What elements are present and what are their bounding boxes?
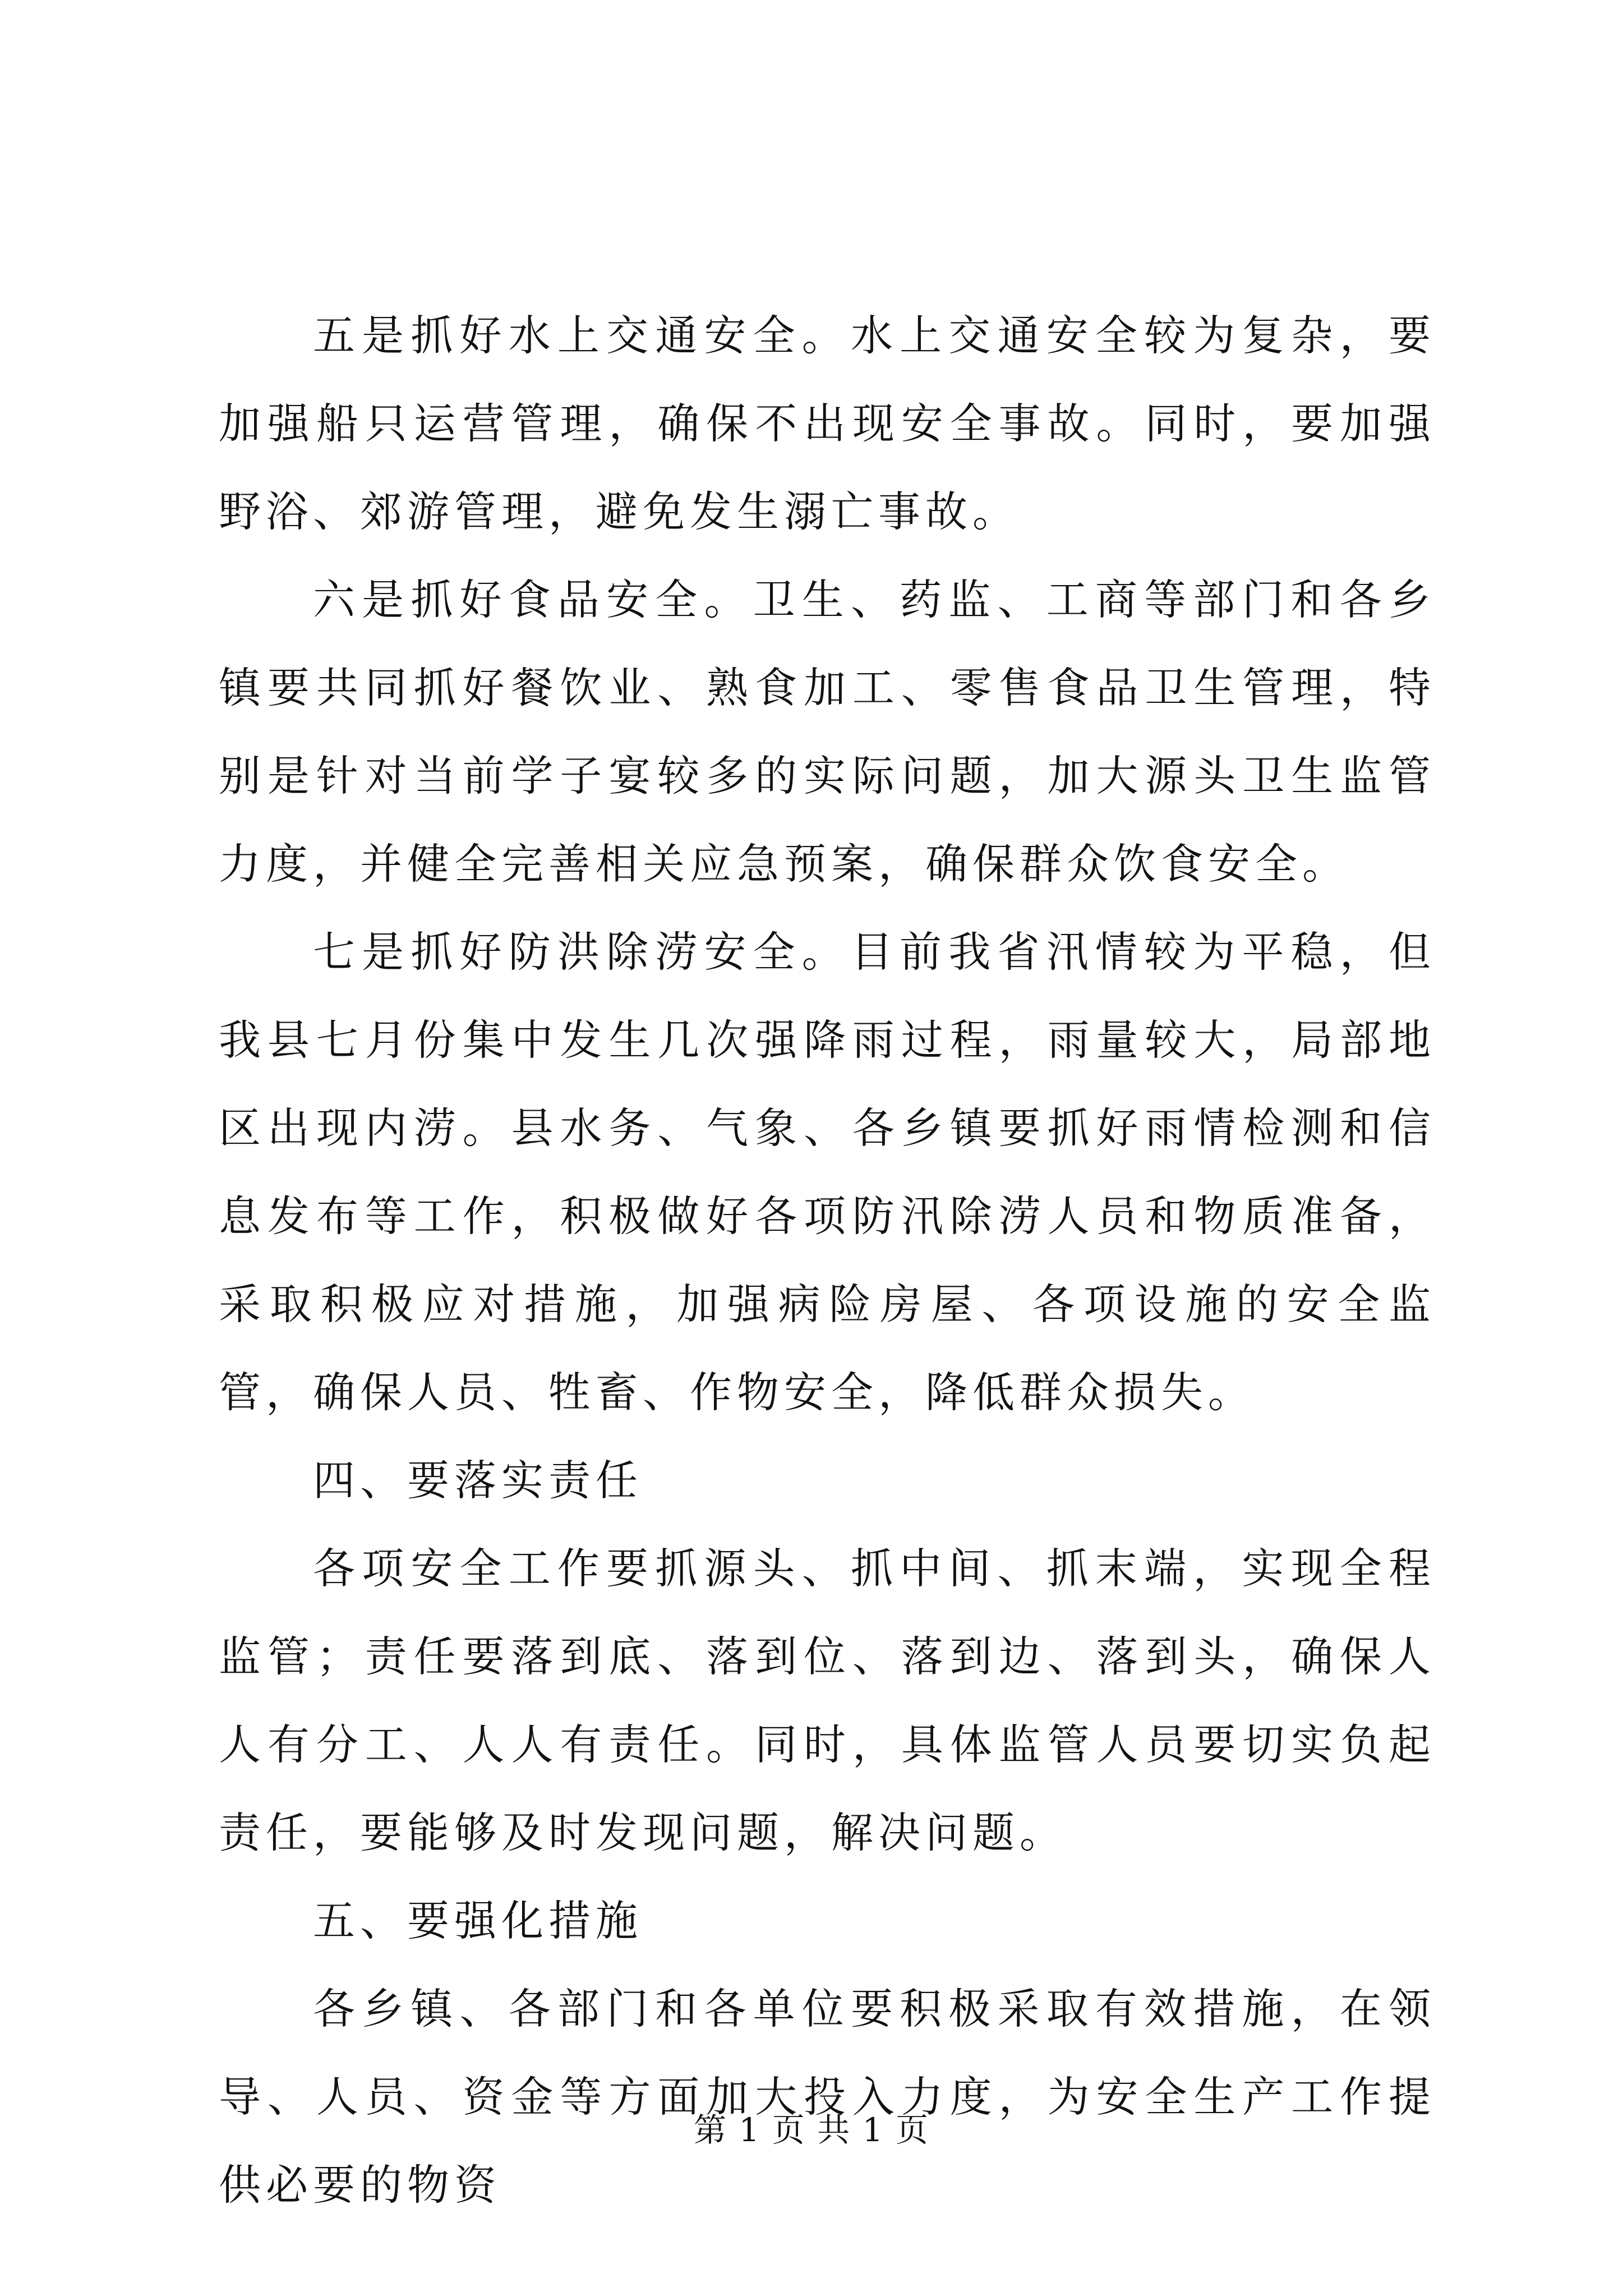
paragraph-water-traffic-safety: 五是抓好水上交通安全。水上交通安全较为复杂，要加强船只运营管理，确保不出现安全事故。同时，要加强野浴、郊游管理，避免发生溺亡事故。 (219, 311, 1436, 536)
section-heading-measures: 五、要强化措施 (313, 1896, 643, 1945)
section-heading-responsibility: 四、要落实责任 (313, 1456, 643, 1505)
document-body (219, 292, 1436, 2229)
paragraph-food-safety: 六是抓好食品安全。卫生、药监、工商等部门和各乡镇要共同抓好餐饮业、熟食加工、零售食品卫生管理，特别是针对当前学子宴较多的实际问题，加大源头卫生监管力度，并健全完善相关应急预案，确保群众饮食安全。 (219, 575, 1436, 889)
paragraph-measures: 各乡镇、各部门和各单位要积极采取有效措施，在领导、人员、资金等方面加大投入力度，为安全生产工作提供必要的物资 (219, 1984, 1436, 2210)
page-number-footer: 第 1 页 共 1 页 (694, 2111, 929, 2149)
paragraph-flood-control-safety: 七是抓好防洪除涝安全。目前我省汛情较为平稳，但我县七月份集中发生几次强降雨过程，雨量较大，局部地区出现内涝。县水务、气象、各乡镇要抓好雨情检测和信息发布等工作，积极做好各项防汛除涝人员和物质准备，采取积极应对措施，加强病险房屋、各项设施的安全监管，确保人员、牲畜、作物安全，降低群众损失。 (219, 927, 1436, 1417)
paragraph-responsibility: 各项安全工作要抓源头、抓中间、抓末端，实现全程监管；责任要落到底、落到位、落到边、落到头，确保人人有分工、人人有责任。同时，具体监管人员要切实负起责任，要能够及时发现问题，解决问题。 (219, 1544, 1436, 1857)
